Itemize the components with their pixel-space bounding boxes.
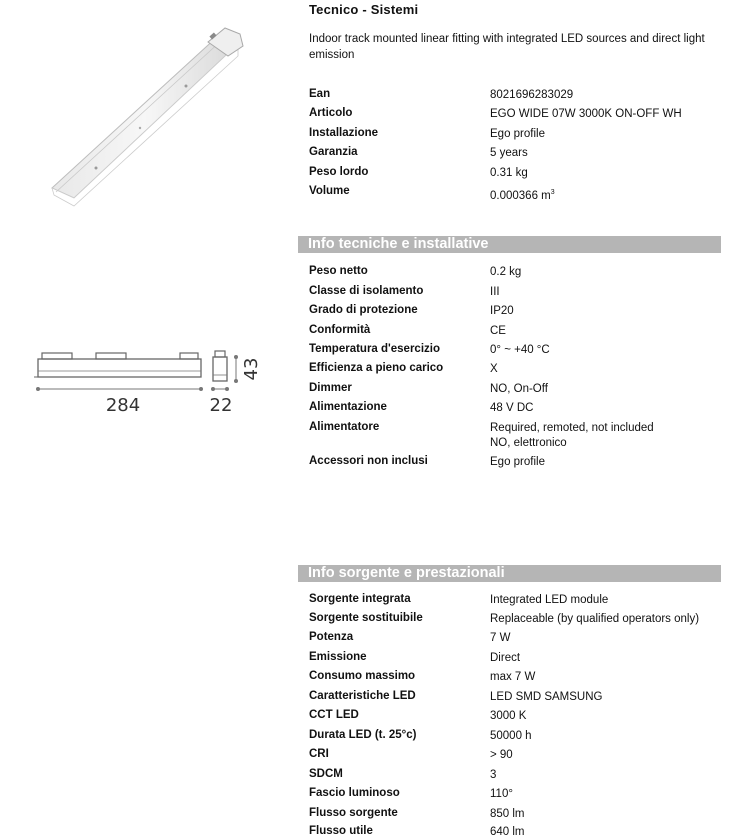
spec-value: 0.31 kg: [490, 167, 528, 179]
spec-value: Ego profile: [490, 456, 545, 468]
spec-label: Flusso utile: [309, 825, 373, 837]
spec-label: Peso netto: [309, 265, 368, 277]
spec-label: Potenza: [309, 631, 354, 643]
spec-label: Installazione: [309, 127, 379, 139]
spec-label: Garanzia: [309, 146, 358, 158]
spec-value: 5 years: [490, 147, 528, 159]
spec-value: 8021696283029: [490, 89, 574, 101]
spec-value: LED SMD SAMSUNG: [490, 691, 603, 703]
spec-value: 7 W: [490, 632, 511, 644]
spec-value: > 90: [490, 749, 513, 761]
spec-value: 3: [490, 769, 497, 781]
spec-value: 50000 h: [490, 730, 532, 742]
spec-label: Alimentazione: [309, 401, 387, 413]
spec-value: 110°: [490, 788, 513, 800]
product-description: Indoor track mounted linear fitting with integrated LED sources and direct light emission: [309, 33, 705, 61]
spec-label: Flusso sorgente: [309, 807, 398, 819]
spec-label: Articolo: [309, 107, 353, 119]
spec-label: Peso lordo: [309, 166, 369, 178]
spec-label: Sorgente sostituibile: [309, 612, 423, 624]
spec-label: Caratteristiche LED: [309, 690, 416, 702]
spec-value: Ego profile: [490, 128, 545, 140]
spec-label: Dimmer: [309, 382, 352, 394]
spec-value: Required, remoted, not included: [490, 422, 654, 434]
spec-label: Sorgente integrata: [309, 593, 411, 605]
height-dimension: 43: [241, 357, 262, 381]
spec-label: CCT LED: [309, 709, 359, 721]
spec-label: Ean: [309, 88, 331, 100]
spec-label: Consumo massimo: [309, 670, 416, 682]
dimension-drawing: [28, 345, 268, 420]
spec-label: Fascio luminoso: [309, 787, 400, 799]
product-image: [40, 20, 250, 220]
spec-value: NO, On-Off: [490, 383, 548, 395]
spec-label: Accessori non inclusi: [309, 455, 428, 467]
spec-value: 3000 K: [490, 710, 527, 722]
spec-label: Emissione: [309, 651, 367, 663]
spec-value: 850 lm: [490, 808, 525, 820]
spec-label: SDCM: [309, 768, 343, 780]
length-dimension: 284: [105, 395, 141, 416]
spec-label: Grado di protezione: [309, 304, 418, 316]
spec-value: 640 lm: [490, 826, 525, 838]
volume-value: 0.000366 m: [490, 189, 551, 202]
spec-value: Replaceable (by qualified operators only): [490, 613, 700, 625]
spec-label: Volume: [309, 185, 350, 197]
spec-label: Conformità: [309, 324, 371, 336]
spec-value: 0.2 kg: [490, 266, 522, 278]
spec-value: IP20: [490, 305, 514, 317]
spec-label: CRI: [309, 748, 329, 760]
spec-value-secondary: NO, elettronico: [490, 437, 567, 449]
spec-label: Alimentatore: [309, 421, 380, 433]
section-header-technical: Info tecniche e installative: [298, 236, 721, 253]
width-dimension: 22: [209, 395, 233, 416]
spec-value: 48 V DC: [490, 402, 534, 414]
spec-value: III: [490, 286, 500, 298]
spec-label: Efficienza a pieno carico: [309, 362, 444, 374]
spec-label: Temperatura d'esercizio: [309, 343, 440, 355]
spec-value: Direct: [490, 652, 521, 664]
spec-label: Durata LED (t. 25°c): [309, 729, 417, 741]
section-header-source: Info sorgente e prestazionali: [298, 565, 721, 582]
spec-value: EGO WIDE 07W 3000K ON-OFF WH: [490, 108, 682, 120]
spec-value: Integrated LED module: [490, 594, 609, 606]
spec-label: Classe di isolamento: [309, 285, 424, 297]
spec-value: [490, 185, 555, 204]
spec-value: 0° ~ +40 °C: [490, 344, 550, 356]
volume-unit-exponent: 3: [550, 189, 555, 196]
spec-value: max 7 W: [490, 671, 536, 683]
page-title: Tecnico - Sistemi: [309, 2, 419, 17]
spec-value: X: [490, 363, 498, 375]
spec-value: CE: [490, 325, 506, 337]
